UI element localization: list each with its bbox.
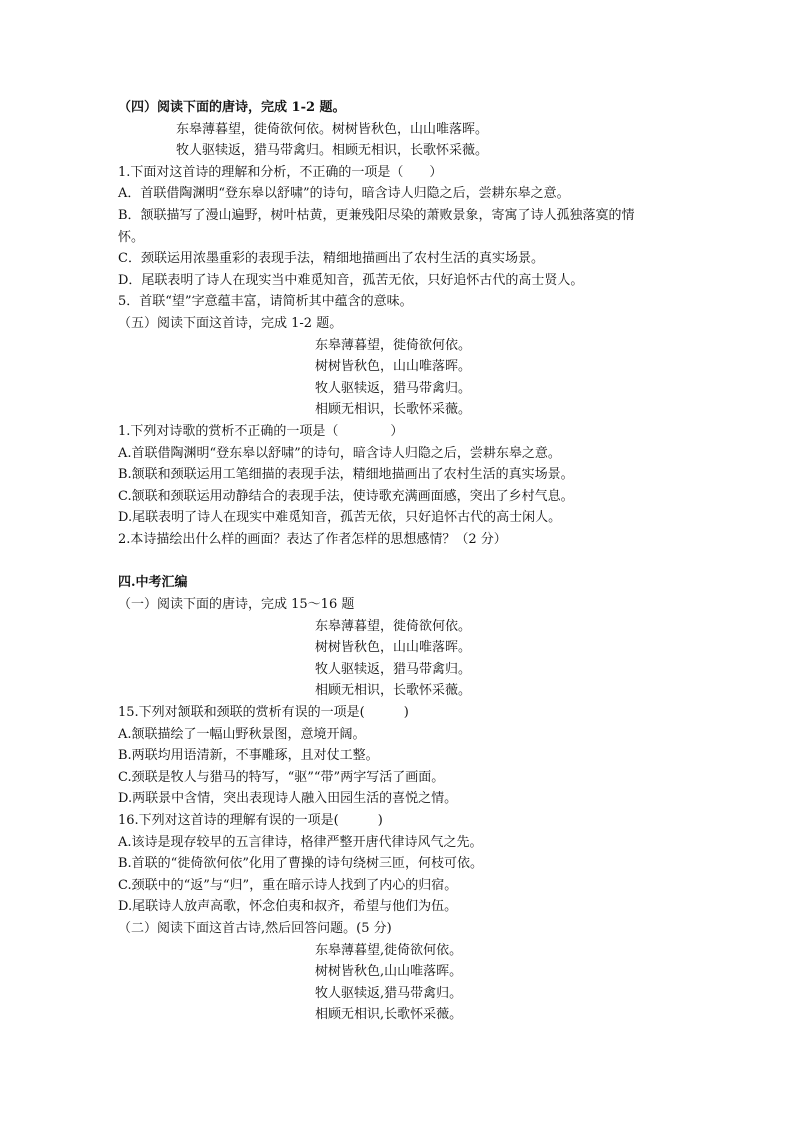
- exam-1-q15-option-b: B.两联均用语清新，不事雕琢，且对仗工整。: [118, 748, 379, 764]
- section-5-option-b: B.颔联和颈联运用工笔细描的表现手法，精细地描画出了农村生活的真实场景。: [118, 467, 574, 483]
- section-5-header: （五）阅读下面这首诗，完成 1-2 题。: [118, 315, 343, 331]
- section-4-option-c: C．颈联运用浓墨重彩的表现手法，精细地描画出了农村生活的真实场景。: [118, 251, 544, 267]
- section-5-poem-line-2: 树树皆秋色，山山唯落晖。: [315, 359, 472, 375]
- exam-1-q15-option-a: A.颔联描绘了一幅山野秋景图，意境开阔。: [118, 726, 366, 742]
- section-4-header: （四）阅读下面的唐诗，完成 1-2 题。: [118, 100, 346, 115]
- exam-1-q16-option-c: C.颈联中的“返”与“归”，重在暗示诗人找到了内心的归宿。: [118, 877, 458, 893]
- exam-1-poem-line-4: 相顾无相识，长歌怀采薇。: [315, 683, 472, 699]
- section-5-option-d: D.尾联表明了诗人在现实中难觅知音，孤苦无依，只好追怀古代的高士闲人。: [118, 510, 562, 526]
- section-5-option-a: A.首联借陶渊明“登东皋以舒啸”的诗句，暗含诗人归隐之后，尝耕东皋之意。: [118, 445, 561, 461]
- exam-1-question-15: 15.下列对颔联和颈联的赏析有误的一项是( ): [118, 705, 409, 721]
- section-5-option-c: C.颔联和颈联运用动静结合的表现手法，使诗歌充满画面感，突出了乡村气息。: [118, 488, 574, 504]
- exam-2-poem-line-4: 相顾无相识,长歌怀采薇。: [315, 1007, 463, 1023]
- section-4-option-d: D．尾联表明了诗人在现实当中难觅知音，孤苦无依，只好追怀古代的高士贤人。: [118, 272, 584, 288]
- exam-1-question-16: 16.下列对这首诗的理解有误的一项是( ): [118, 813, 383, 828]
- part-4-title: 四.中考汇编: [118, 575, 188, 591]
- exam-1-q16-option-d: D.尾联诗人放声高歌，怀念伯夷和叔齐，希望与他们为伍。: [118, 899, 458, 915]
- exam-1-q16-option-b: B.首联的“徙倚欲何依”化用了曹操的诗句绕树三匝，何枝可依。: [118, 856, 483, 872]
- section-5-poem-line-1: 东皋薄暮望，徙倚欲何依。: [315, 337, 472, 353]
- section-4-option-a: A．首联借陶渊明“登东皋以舒啸”的诗句，暗含诗人归隐之后，尝耕东皋之意。: [118, 186, 570, 202]
- exam-1-q15-option-d: D.两联景中含情，突出表现诗人融入田园生活的喜悦之情。: [118, 791, 458, 807]
- section-4-poem-line-1: 东皋薄暮望，徙倚欲何依。树树皆秋色，山山唯落晖。: [176, 121, 489, 137]
- section-4-question-1: 1.下面对这首诗的理解和分析，不正确的一项是（ ）: [118, 164, 443, 180]
- section-5-poem-line-3: 牧人驱犊返，猎马带禽归。: [315, 380, 472, 396]
- section-5-question-2: 2.本诗描绘出什么样的画面？表达了作者怎样的思想感情？（2 分）: [118, 531, 507, 547]
- section-4-question-5: 5．首联“望”字意蕴丰富，请简析其中蕴含的意味。: [118, 294, 413, 310]
- section-5-poem-line-4: 相顾无相识，长歌怀采薇。: [315, 402, 472, 418]
- exam-1-poem-line-2: 树树皆秋色，山山唯落晖。: [315, 640, 472, 656]
- exam-2-poem-line-3: 牧人驱犊返,猎马带禽归。: [315, 985, 463, 1001]
- section-4-poem-line-2: 牧人驱犊返，猎马带禽归。相顾无相识，长歌怀采薇。: [176, 143, 489, 159]
- document-content: [118, 97, 678, 1026]
- exam-1-poem-line-1: 东皋薄暮望，徙倚欲何依。: [315, 618, 472, 634]
- exam-1-poem-line-3: 牧人驱犊返，猎马带禽归。: [315, 661, 472, 677]
- exam-2-poem-line-2: 树树皆秋色,山山唯落晖。: [315, 964, 463, 980]
- section-4-option-b-cont: 怀。: [118, 229, 145, 245]
- exam-1-header: （一）阅读下面的唐诗，完成 15～16 题: [118, 597, 355, 613]
- section-4-option-b: B．颔联描写了漫山遍野，树叶枯黄，更兼残阳尽染的萧败景象，寄寓了诗人孤独落寞的情: [118, 207, 635, 223]
- exam-1-q15-option-c: C.颈联是牧人与猎马的特写，“驱”“带”两字写活了画面。: [118, 769, 445, 785]
- exam-1-q16-option-a: A.该诗是现存较早的五言律诗，格律严整开唐代律诗风气之先。: [118, 834, 483, 850]
- exam-2-poem-line-1: 东皋薄暮望,徙倚欲何依。: [315, 942, 463, 958]
- section-5-question-1: 1.下列对诗歌的赏析不正确的一项是（ ）: [118, 423, 404, 439]
- exam-2-header: （二）阅读下面这首古诗,然后回答问题。(5 分): [118, 920, 392, 936]
